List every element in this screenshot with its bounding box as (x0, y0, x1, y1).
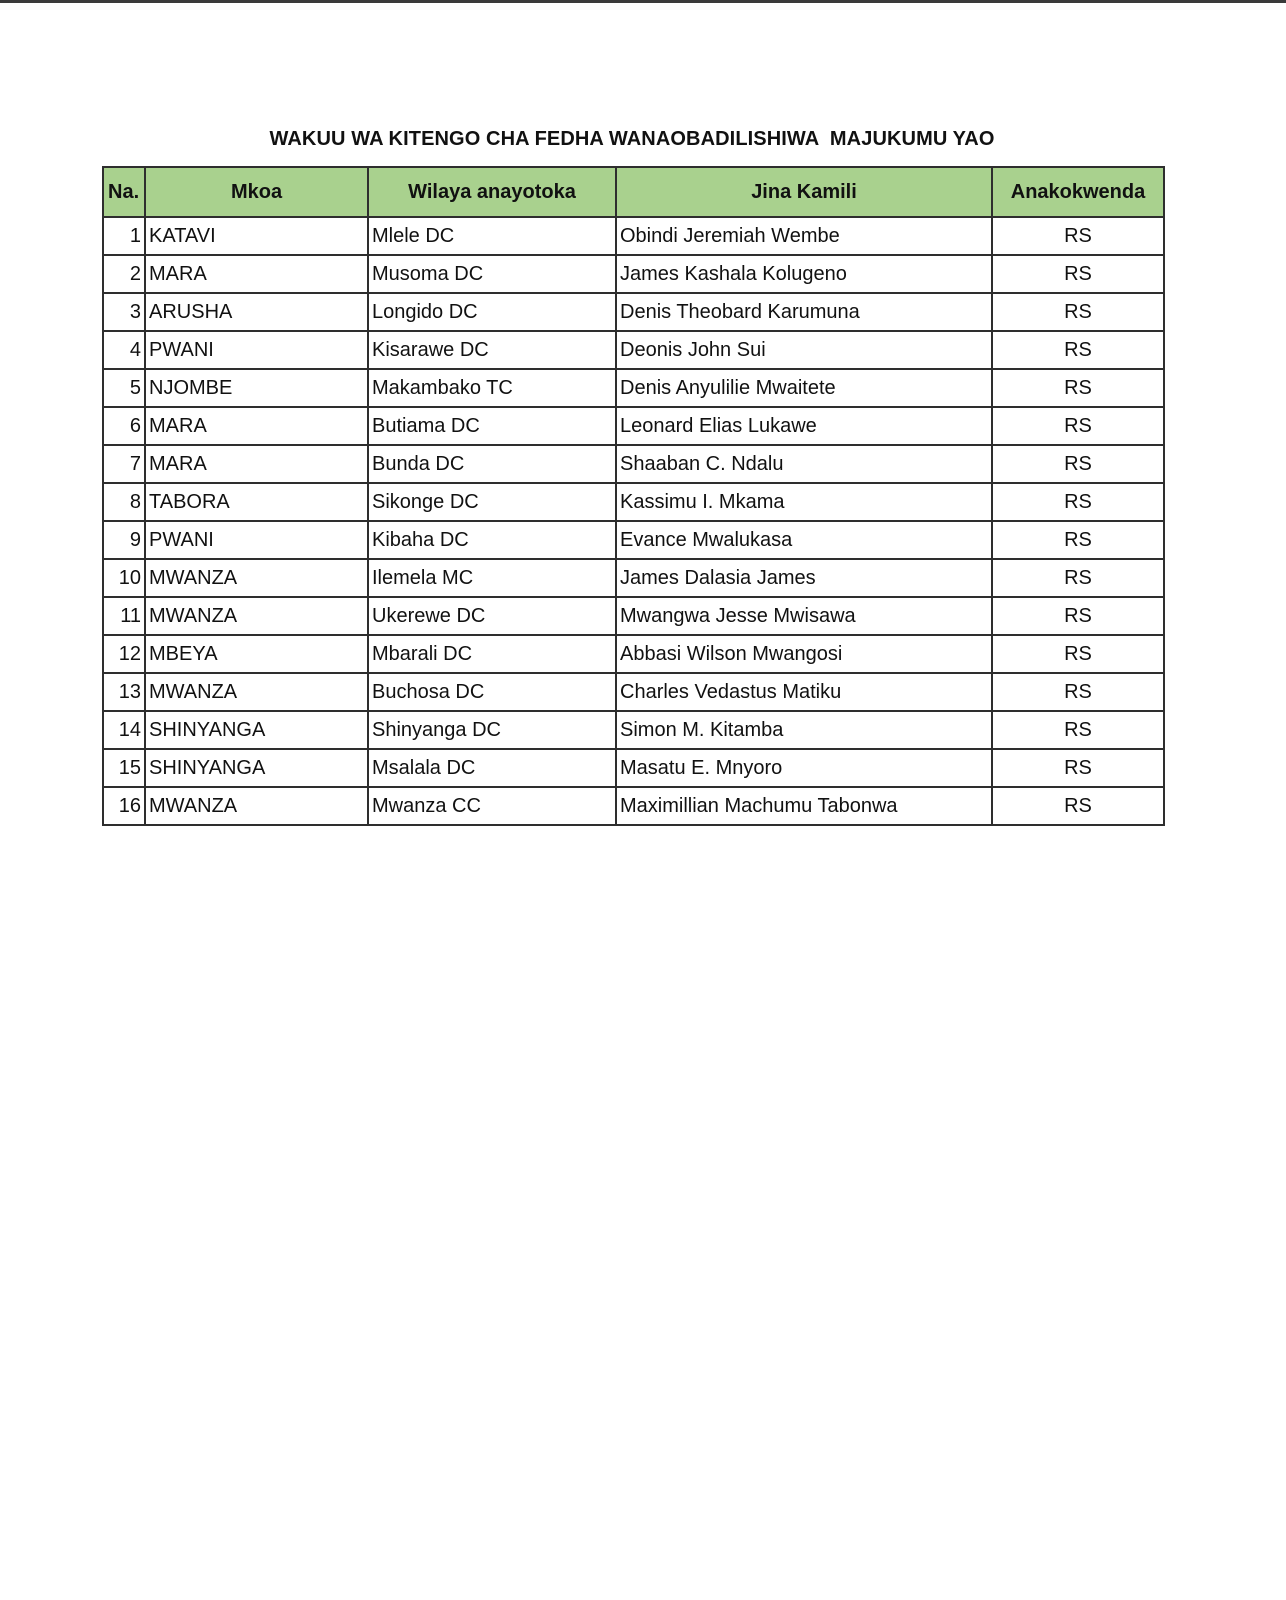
full-name-cell: Shaaban C. Ndalu (616, 445, 992, 483)
table-row (103, 331, 1164, 369)
table-row (103, 445, 1164, 483)
row-number: 1 (103, 217, 145, 255)
row-number: 6 (103, 407, 145, 445)
destination-cell: RS (992, 255, 1164, 293)
destination-cell: RS (992, 635, 1164, 673)
column-header-mkoa: Mkoa (145, 167, 368, 217)
full-name-cell: James Dalasia James (616, 559, 992, 597)
region-cell: PWANI (145, 331, 368, 369)
region-cell: MBEYA (145, 635, 368, 673)
region-cell: KATAVI (145, 217, 368, 255)
full-name-cell: Maximillian Machumu Tabonwa (616, 787, 992, 825)
full-name-cell: Kassimu I. Mkama (616, 483, 992, 521)
region-cell: SHINYANGA (145, 749, 368, 787)
district-cell: Kibaha DC (368, 521, 616, 559)
row-number: 9 (103, 521, 145, 559)
top-border-line (0, 0, 1286, 3)
row-number: 5 (103, 369, 145, 407)
row-number: 11 (103, 597, 145, 635)
full-name-cell: Charles Vedastus Matiku (616, 673, 992, 711)
table-row (103, 483, 1164, 521)
row-number: 14 (103, 711, 145, 749)
destination-cell: RS (992, 559, 1164, 597)
table-row (103, 407, 1164, 445)
document-title: WAKUU WA KITENGO CHA FEDHA WANAOBADILISHIWA MAJUKUMU YAO (269, 128, 995, 150)
full-name-cell: Mwangwa Jesse Mwisawa (616, 597, 992, 635)
district-cell: Shinyanga DC (368, 711, 616, 749)
row-number: 12 (103, 635, 145, 673)
district-cell: Butiama DC (368, 407, 616, 445)
staff-transfer-table (102, 166, 1165, 826)
full-name-cell: Denis Anyulilie Mwaitete (616, 369, 992, 407)
destination-cell: RS (992, 711, 1164, 749)
region-cell: MWANZA (145, 787, 368, 825)
region-cell: SHINYANGA (145, 711, 368, 749)
destination-cell: RS (992, 293, 1164, 331)
full-name-cell: Abbasi Wilson Mwangosi (616, 635, 992, 673)
table-row (103, 521, 1164, 559)
header-row (103, 167, 1164, 217)
destination-cell: RS (992, 673, 1164, 711)
region-cell: MWANZA (145, 597, 368, 635)
table-row (103, 217, 1164, 255)
row-number: 16 (103, 787, 145, 825)
column-header-anakokwenda: Anakokwenda (992, 167, 1164, 217)
table-header (103, 167, 1164, 217)
district-cell: Mwanza CC (368, 787, 616, 825)
district-cell: Buchosa DC (368, 673, 616, 711)
destination-cell: RS (992, 217, 1164, 255)
region-cell: NJOMBE (145, 369, 368, 407)
row-number: 8 (103, 483, 145, 521)
destination-cell: RS (992, 787, 1164, 825)
row-number: 7 (103, 445, 145, 483)
destination-cell: RS (992, 521, 1164, 559)
destination-cell: RS (992, 407, 1164, 445)
full-name-cell: Deonis John Sui (616, 331, 992, 369)
district-cell: Kisarawe DC (368, 331, 616, 369)
region-cell: ARUSHA (145, 293, 368, 331)
district-cell: Ukerewe DC (368, 597, 616, 635)
district-cell: Bunda DC (368, 445, 616, 483)
destination-cell: RS (992, 597, 1164, 635)
region-cell: MWANZA (145, 559, 368, 597)
table-row (103, 559, 1164, 597)
district-cell: Makambako TC (368, 369, 616, 407)
table-body (103, 217, 1164, 825)
row-number: 10 (103, 559, 145, 597)
district-cell: Longido DC (368, 293, 616, 331)
destination-cell: RS (992, 369, 1164, 407)
full-name-cell: Denis Theobard Karumuna (616, 293, 992, 331)
region-cell: MARA (145, 445, 368, 483)
district-cell: Mlele DC (368, 217, 616, 255)
region-cell: TABORA (145, 483, 368, 521)
table-row (103, 369, 1164, 407)
region-cell: PWANI (145, 521, 368, 559)
full-name-cell: Obindi Jeremiah Wembe (616, 217, 992, 255)
full-name-cell: Masatu E. Mnyoro (616, 749, 992, 787)
full-name-cell: Leonard Elias Lukawe (616, 407, 992, 445)
full-name-cell: Evance Mwalukasa (616, 521, 992, 559)
destination-cell: RS (992, 749, 1164, 787)
district-cell: Musoma DC (368, 255, 616, 293)
district-cell: Sikonge DC (368, 483, 616, 521)
table-row (103, 787, 1164, 825)
row-number: 2 (103, 255, 145, 293)
table-row (103, 711, 1164, 749)
district-cell: Msalala DC (368, 749, 616, 787)
district-cell: Mbarali DC (368, 635, 616, 673)
table-row (103, 749, 1164, 787)
destination-cell: RS (992, 445, 1164, 483)
table-row (103, 673, 1164, 711)
row-number: 15 (103, 749, 145, 787)
full-name-cell: James Kashala Kolugeno (616, 255, 992, 293)
table-row (103, 293, 1164, 331)
table-row (103, 635, 1164, 673)
column-header-jina: Jina Kamili (616, 167, 992, 217)
column-header-wilaya: Wilaya anayotoka (368, 167, 616, 217)
destination-cell: RS (992, 483, 1164, 521)
destination-cell: RS (992, 331, 1164, 369)
district-cell: Ilemela MC (368, 559, 616, 597)
column-header-number: Na. (103, 167, 145, 217)
full-name-cell: Simon M. Kitamba (616, 711, 992, 749)
row-number: 4 (103, 331, 145, 369)
region-cell: MARA (145, 407, 368, 445)
row-number: 3 (103, 293, 145, 331)
table-row (103, 255, 1164, 293)
row-number: 13 (103, 673, 145, 711)
region-cell: MARA (145, 255, 368, 293)
region-cell: MWANZA (145, 673, 368, 711)
table-row (103, 597, 1164, 635)
